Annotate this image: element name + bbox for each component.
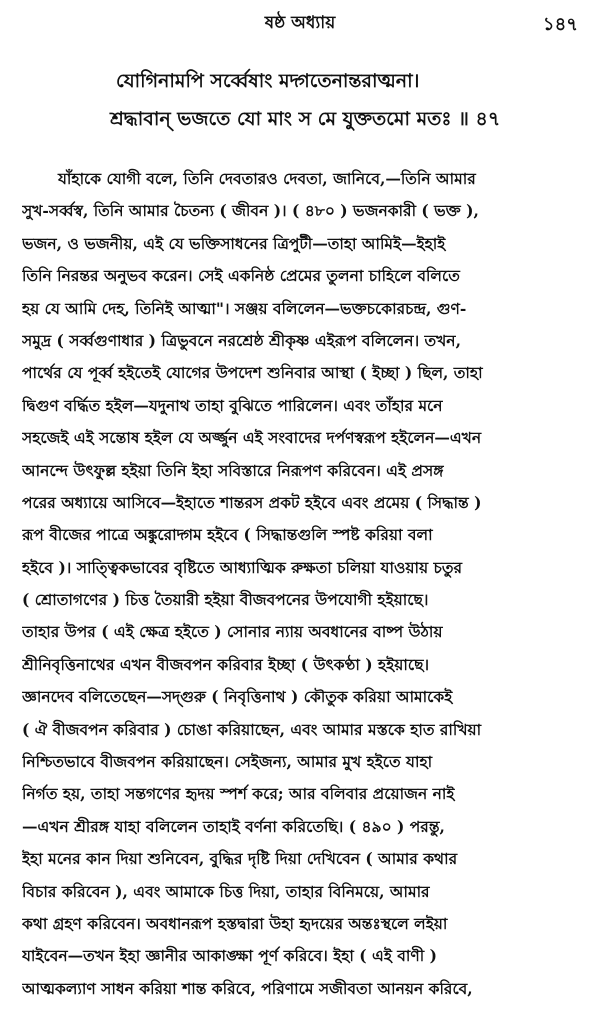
text-line: পরের অধ্যায়ে আসিবে—ইহাতে শান্তরস প্রকট হইবে এবং প্রমেয় ( সিদ্ধান্ত ) (22, 492, 482, 512)
verse-line-1: যোগিনামপি সর্ব্বেষাং মদ্গতেনান্তরাত্মনা। (116, 70, 420, 92)
text-line: হইবে )। সাত্ত্বিকভাবের বৃষ্টিতে আধ্যাত্মিক রুক্ষতা চলিয়া যাওয়ায় চতুর (22, 557, 463, 577)
text-line: শ্রীনিবৃত্তিনাথের এখন বীজবপন করিবার ইচ্ছা ( উৎকণ্ঠা ) হইয়াছে। (22, 654, 430, 674)
text-line: ইহা মনের কান দিয়া শুনিবেন, বুদ্ধির দৃষ্টি দিয়া দেখিবেন ( আমার কথার (22, 849, 458, 869)
text-line: ( ঐ বীজবপন করিবার ) চোঙা করিয়াছেন, এবং আমার মস্তকে হাত রাখিয়া (22, 719, 482, 739)
text-line: আত্মকল্যাণ সাধন করিয়া শান্ত করিবে, পরিণামে সজীবতা আনয়ন করিবে, (22, 978, 473, 998)
text-line: কথা গ্রহণ করিবেন। অবধানরূপ হস্তদ্বারা উহা হৃদয়ের অন্তঃস্থলে লইয়া (22, 913, 448, 933)
text-line: জ্ঞানদেব বলিতেছেন—সদ্গুরু ( নিবৃত্তিনাথ ) কৌতুক করিয়া আমাকেই (22, 687, 453, 707)
text-line: রূপ বীজের পাত্রে অঙ্কুরোদ্গম হইবে ( সিদ্ধান্তগুলি স্পষ্ট করিয়া বলা (22, 525, 433, 545)
running-head (0, 6, 600, 36)
chapter-title: ষষ্ঠ অধ্যায় (264, 13, 336, 33)
text-line: দ্বিগুণ বর্দ্ধিত হইল—যদুনাথ তাহা বুঝিতে পারিলেন। এবং তাঁহার মনে (22, 395, 443, 415)
text-line: ভজন, ও ভজনীয়, এই যে ভক্তিসাধনের ত্রিপুটী—তাহা আমিই—ইহাই (22, 233, 446, 253)
text-line: বিচার করিবেন ), এবং আমাকে চিত্ত দিয়া, তাহার বিনিময়ে, আমার (22, 881, 430, 901)
page-number: ১৪৭ (542, 14, 578, 35)
text-line: ( শ্রোতাগণের ) চিত্ত তৈয়ারী হইয়া বীজবপনের উপযোগী হইয়াছে। (22, 590, 429, 610)
text-line: যাইবেন—তখন ইহা জ্ঞানীর আকাঙ্ক্ষা পূর্ণ করিবে। ইহা ( এই বাণী ) (22, 946, 437, 966)
text-line: পার্থের যে পূর্ব্ব হইতেই যোগের উপদেশ শুনিবার আস্থা ( ইচ্ছা ) ছিল, তাহা (22, 363, 483, 383)
text-line: সুখ-সর্ব্বস্ব, তিনি আমার চৈতন্য ( জীবন )। ( ৪৮০ ) ভজনকারী ( ভক্ত ), (22, 201, 479, 221)
text-line: নিশ্চিতভাবে বীজবপন করিয়াছেন। সেইজন্য, আমার মুখ হইতে যাহা (22, 752, 433, 772)
text-line: যাঁহাকে যোগী বলে, তিনি দেবতারও দেবতা, জানিবে,—তিনি আমার (58, 169, 476, 188)
verse-line-2: শ্রদ্ধাবান্ ভজতে যো মাং স মে যুক্ততমো মতঃ ॥ ৪৭ (110, 108, 501, 130)
text-line: সমুদ্র ( সর্ব্বগুণাধার ) ত্রিভুবনে নরশ্রেষ্ঠ শ্রীকৃষ্ণ এইরূপ বলিলেন। তখন, (22, 330, 461, 350)
text-line: তিনি নিরন্তর অনুভব করেন। সেই একনিষ্ঠ প্রেমের তুলনা চাহিলে বলিতে (22, 266, 460, 286)
text-line: —এখন শ্রীরঙ্গ যাহা বলিলেন তাহাই বর্ণনা করিতেছি। ( ৪৯০ ) পরন্তু, (22, 816, 445, 836)
verse-block (0, 62, 600, 138)
text-line: হয় যে আমি দেহ, তিনিই আত্মা"। সঞ্জয় বলিলেন—ভক্তচকোরচন্দ্র, গুণ- (22, 298, 467, 318)
text-line: সহজেই এই সন্তোষ হইল যে অর্জ্জুন এই সংবাদের দর্পণস্বরূপ হইলেন—এখন (22, 428, 482, 448)
text-line: নির্গত হয়, তাহা সন্তগণের হৃদয় স্পর্শ করে; আর বলিবার প্রয়োজন নাই (22, 784, 455, 804)
commentary-paragraph (22, 163, 582, 1005)
text-line: আনন্দে উৎফুল্ল হইয়া তিনি ইহা সবিস্তারে নিরূপণ করিবেন। এই প্রসঙ্গ (22, 460, 444, 480)
text-line: তাহার উপর ( এই ক্ষেত্র হইতে ) সোনার ন্যায় অবধানের বাষ্প উঠায় (22, 622, 443, 642)
